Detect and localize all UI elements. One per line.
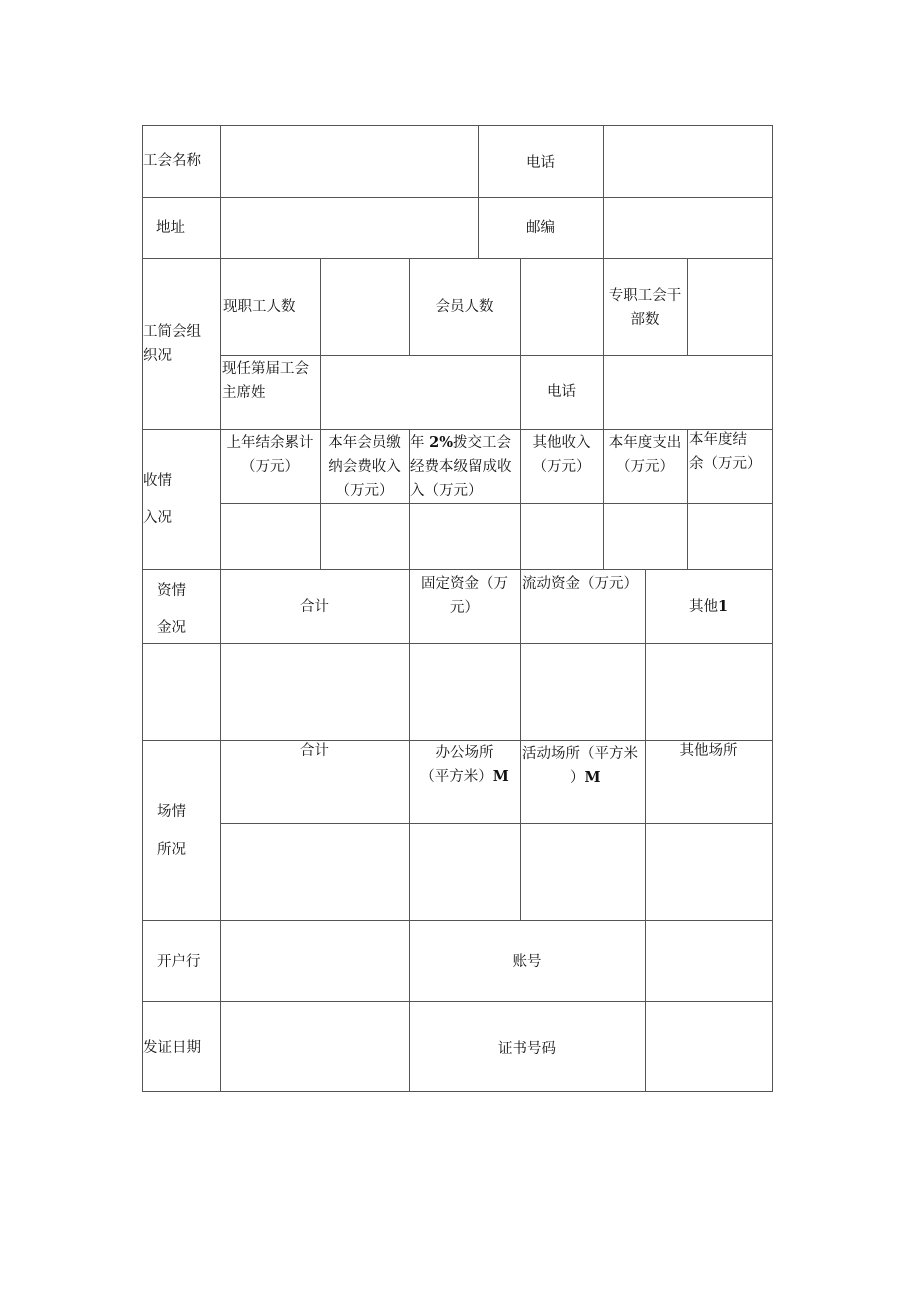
fixed-funds-header-2: 元） [450,600,479,616]
org-section-label-2: 织况 [143,348,172,364]
fund-retention-header [410,431,511,455]
other-space-header: 其他场所 [679,743,738,759]
fund-retention-suffix: 拨交工会 [452,435,511,451]
income-section-label: 收情 [143,473,172,489]
fulltime-cadre-label: 专职工会干 [608,288,682,304]
row-divider [220,503,773,504]
column-divider [409,920,410,1092]
column-divider [320,258,321,355]
row-divider [220,823,773,824]
annual-balance-header: 本年度结 [689,432,747,448]
other-income-header: 其他收入 [532,435,591,451]
prev-balance-header: 上年结余累计 [226,435,314,451]
fund-retention-prefix: 年 [410,435,430,451]
column-divider [520,569,521,921]
phone-label: 电话 [526,155,555,171]
column-divider [320,355,321,429]
column-divider [520,258,521,355]
column-divider [603,355,604,429]
liquid-funds-header: 流动资金（万元） [522,576,638,592]
chair-name-label-2: 主席姓 [222,385,266,401]
row-divider [142,258,773,259]
funds-section-label: 资情 [157,583,186,599]
other-funds-header [645,595,772,619]
staff-count-label: 现职工人数 [223,299,296,315]
annual-expense-header-2: （万元） [616,459,674,475]
dues-income-header: 本年会员缴 [328,435,401,451]
bank-label: 开户行 [157,954,201,970]
annual-expense-header: 本年度支出 [608,435,682,451]
other-funds-number: 1 [717,598,729,615]
union-name-label: 工会名称 [143,153,201,169]
row-divider [142,643,773,644]
row-divider [220,355,773,356]
member-count-label: 会员人数 [435,299,494,315]
annual-balance-header-2: 余（万元） [689,456,762,472]
venue-section-label-2: 所况 [157,842,186,858]
address-label: 地址 [156,220,185,236]
table-border-bottom [142,1091,773,1092]
venue-total-header: 合计 [300,743,329,759]
activity-space-unit: ） [570,770,585,786]
table-border-right [772,125,773,1092]
org-section-label: 工简会组 [143,324,201,340]
activity-space-header: 活动场所（平方米 [522,746,638,762]
column-divider [645,920,646,1092]
row-divider [142,920,773,921]
funds-section-label-2: 金况 [157,620,186,636]
activity-space-mark: M [584,769,601,786]
account-label: 账号 [512,954,542,970]
issue-date-label: 发证日期 [143,1040,201,1056]
fulltime-cadre-label-2: 部数 [630,312,660,328]
table-border-top [142,125,773,126]
income-section-label-2: 入况 [143,510,172,526]
office-space-unit: （平方米） [420,769,493,785]
chair-name-label: 现任第届工会 [222,361,309,377]
row-divider [142,429,773,430]
postcode-label: 邮编 [526,220,555,236]
fund-retention-percent: 2% [429,434,453,451]
fund-retention-header-3: 入（万元） [410,483,483,499]
activity-space-header-2 [570,766,601,790]
dues-income-header-2: 纳会费收入 [328,459,401,475]
office-space-mark: M [492,768,509,785]
cert-number-label: 证书号码 [498,1041,556,1057]
table-border-left [142,125,143,1092]
column-divider [687,258,688,355]
office-space-header-2 [409,765,520,789]
other-funds-text: 其他 [688,599,718,615]
funds-total-header: 合计 [300,599,329,615]
row-divider [142,569,773,570]
row-divider [142,197,773,198]
prev-balance-header-2: （万元） [241,459,299,475]
dues-income-header-3: （万元） [335,483,394,499]
office-space-header: 办公场所 [435,745,494,761]
fund-retention-header-2: 经费本级留成收 [410,459,512,475]
other-income-header-2: （万元） [532,459,591,475]
column-divider [687,429,688,569]
venue-section-label: 场情 [157,804,186,820]
chair-phone-label: 电话 [547,384,576,400]
column-divider [603,125,604,258]
fixed-funds-header: 固定资金（万 [421,576,508,592]
row-divider [142,1001,773,1002]
